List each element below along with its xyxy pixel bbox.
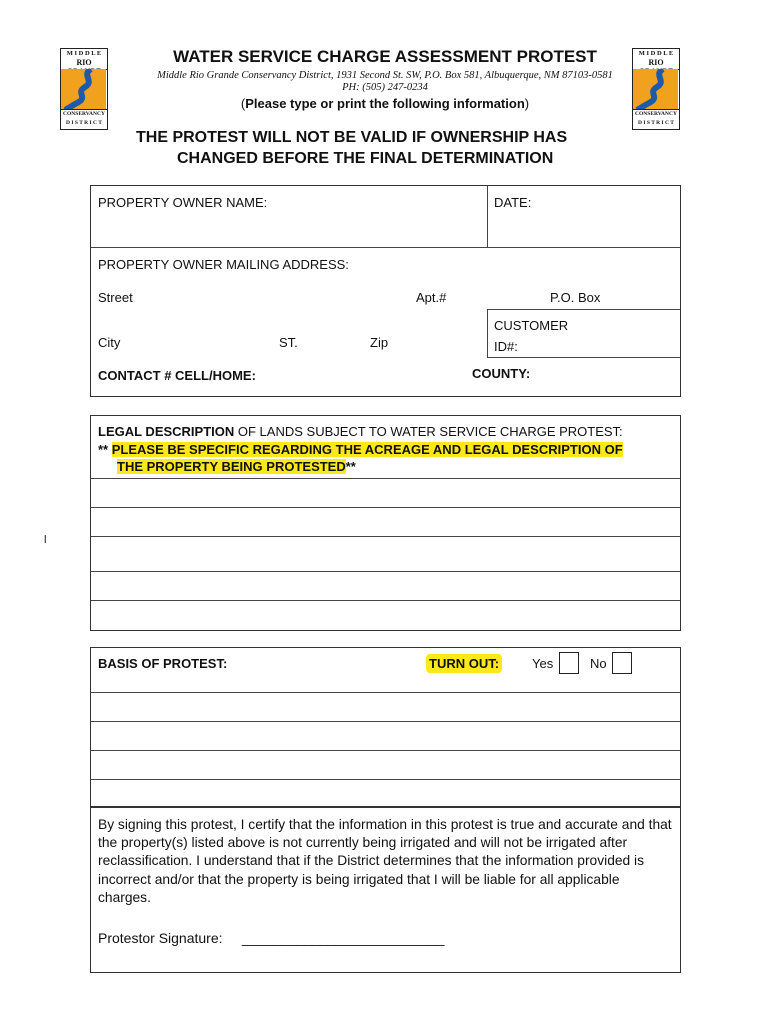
legal-description-label-rest: OF LANDS SUBJECT TO WATER SERVICE CHARGE PROTEST: [234, 424, 623, 439]
instruction-text [0, 96, 770, 111]
owner-name-field[interactable]: PROPERTY OWNER NAME: [98, 195, 268, 210]
logo-top-line2: RIO [648, 58, 664, 67]
ownership-warning-line1: THE PROTEST WILL NOT BE VALID IF OWNERSHIP HAS [136, 129, 568, 146]
legal-note-highlight: THE PROPERTY BEING PROTESTED [117, 459, 346, 474]
legal-note-highlight: PLEASE BE SPECIFIC REGARDING THE ACREAGE AND LEGAL DESCRIPTION OF [111, 442, 623, 457]
legal-note-line2 [117, 459, 356, 474]
ownership-warning-line2: CHANGED BEFORE THE FINAL DETERMINATION [177, 150, 554, 167]
legal-note-stars-open: ** [98, 442, 112, 457]
logo-bottom-text [61, 109, 107, 129]
certification-text: By signing this protest, I certify that the information in this protest is true and accurate and that the property(s) listed above is not currently being irrigated and will not be irrigated after reclassification. I understand that if the District determines that the information provided is incorrect and/or that the property is being irrigated that I will be liable for all applicable charges. [98, 817, 672, 905]
contact-field[interactable]: CONTACT # CELL/HOME: [98, 368, 256, 383]
logo-bottom-line2: D I S T R I C T [66, 120, 102, 126]
mailing-address-label: PROPERTY OWNER MAILING ADDRESS: [98, 257, 349, 272]
basis-of-protest-label: BASIS OF PROTEST: [98, 656, 228, 671]
legal-note-stars-close: ** [345, 459, 356, 474]
customer-box-bottom [487, 357, 680, 358]
turnout-yes-checkbox[interactable] [559, 652, 579, 674]
customer-box-left [487, 309, 488, 357]
state-field[interactable]: ST. [279, 335, 298, 350]
district-address: Middle Rio Grande Conservancy District, 1931 Second St. SW, P.O. Box 581, Albuquerque, NM 87103-0581 [157, 70, 613, 81]
customer-box-top [487, 309, 680, 310]
zip-field[interactable]: Zip [370, 335, 389, 350]
logo-bottom-line1: CONSERVANCY [63, 111, 105, 117]
signature-line[interactable]: __________________________ [242, 930, 445, 946]
instruction-paren-close: ) [524, 96, 530, 111]
county-field[interactable]: COUNTY: [472, 366, 531, 381]
legal-note-line1 [98, 442, 623, 457]
stray-mark: l [44, 534, 47, 546]
owner-date-divider [487, 186, 488, 247]
form-title: WATER SERVICE CHARGE ASSESSMENT PROTEST [173, 47, 597, 66]
legal-description-label [98, 424, 623, 439]
legal-description-label-bold: LEGAL DESCRIPTION [98, 424, 235, 439]
turnout-no-checkbox[interactable] [612, 652, 632, 674]
street-field[interactable]: Street [98, 290, 133, 305]
date-field[interactable]: DATE: [494, 195, 532, 210]
legal-description-input[interactable] [92, 478, 679, 629]
instruction-paren-open: ( [240, 96, 246, 111]
logo-top-line2: RIO [76, 58, 92, 67]
customer-id-field-line1[interactable]: CUSTOMER [494, 318, 569, 333]
owner-row-divider [91, 247, 680, 248]
logo-top-line1: M I D D L E [638, 50, 674, 57]
district-phone: PH: (505) 247-0234 [342, 82, 428, 93]
logo-top-line1: M I D D L E [66, 50, 102, 57]
instruction-body: Please type or print the following information [245, 96, 525, 111]
customer-id-field-line2[interactable]: ID#: [494, 339, 518, 354]
basis-of-protest-input[interactable] [92, 692, 679, 805]
turnout-label: TURN OUT: [426, 654, 502, 673]
logo-bottom-line1: CONSERVANCY [635, 111, 677, 117]
apt-field[interactable]: Apt.# [416, 290, 447, 305]
logo-bottom-text [633, 109, 679, 129]
turnout-no-label: No [590, 656, 607, 671]
city-field[interactable]: City [98, 335, 121, 350]
signature-label: Protestor Signature: [98, 930, 223, 946]
logo-bottom-line2: D I S T R I C T [638, 120, 674, 126]
turnout-yes-label: Yes [532, 656, 554, 671]
po-box-field[interactable]: P.O. Box [550, 290, 601, 305]
